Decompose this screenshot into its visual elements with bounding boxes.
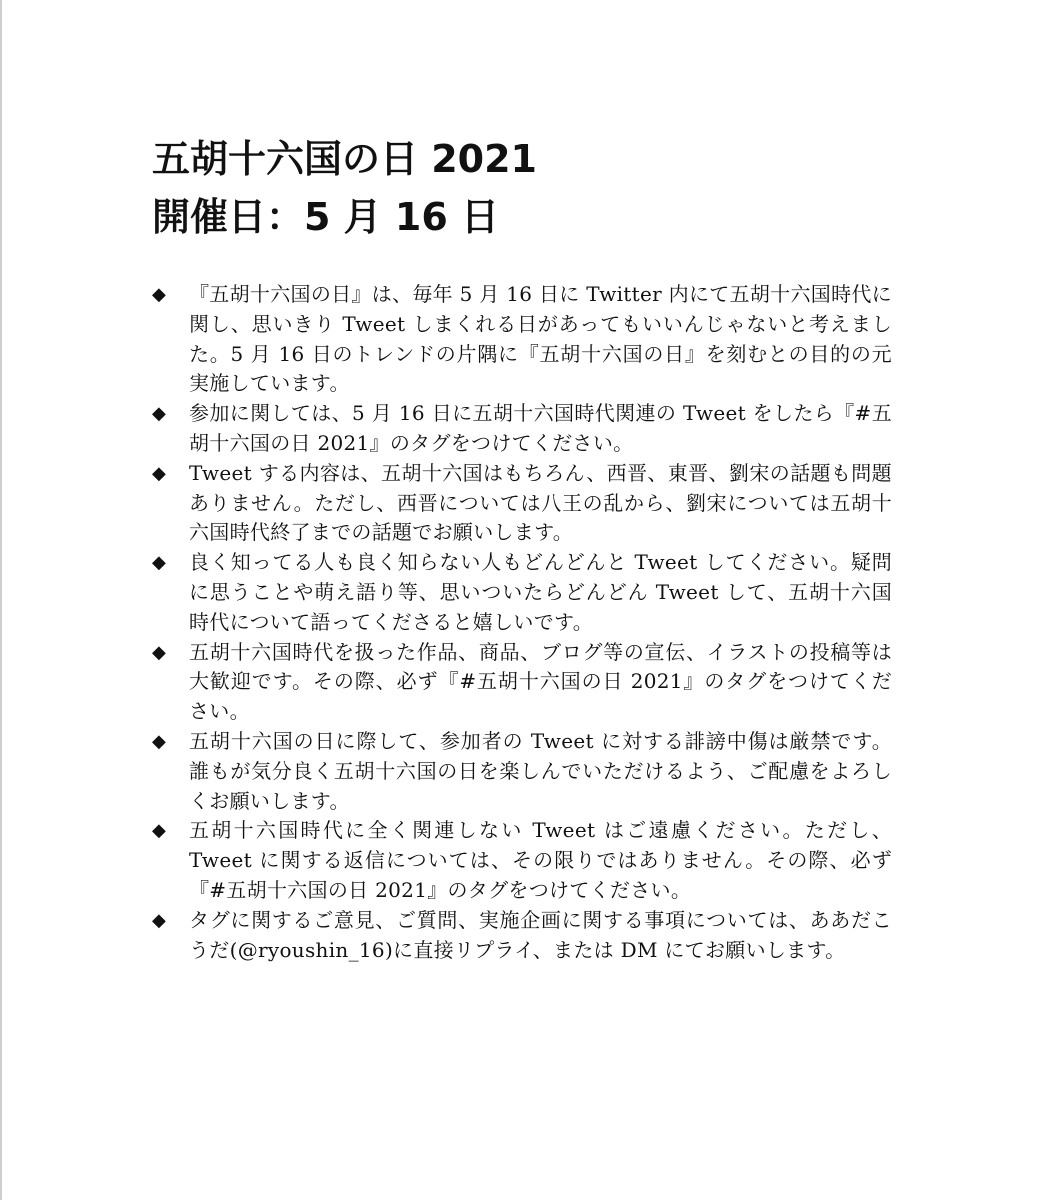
event-date: 開催日：5 月 16 日 bbox=[152, 195, 500, 239]
diamond-bullet-icon: ◆ bbox=[152, 820, 167, 842]
list-item bbox=[152, 816, 892, 905]
list-item bbox=[152, 548, 892, 637]
list-item-text: 『五胡十六国の日』は、毎年 5 月 16 日に Twitter 内にて五胡十六国時代に関し、思いきり Tweet しまくれる日があってもいいんじゃないと考えました。5 月 16 日のトレンドの片隅に『五胡十六国の日』を刻むとの目的の元実施しています。 bbox=[189, 282, 892, 396]
list-item bbox=[152, 399, 892, 459]
list-item bbox=[152, 906, 892, 966]
diamond-bullet-icon: ◆ bbox=[152, 403, 167, 425]
diamond-bullet-icon: ◆ bbox=[152, 284, 167, 305]
list-item-text: タグに関するご意見、ご質問、実施企画に関する事項については、ああだこうだ(@ryoushin_16)に直接リプライ、または DM にてお願いします。 bbox=[189, 907, 892, 962]
notes-list bbox=[152, 280, 892, 965]
list-item-text: Tweet する内容は、五胡十六国はもちろん、西晋、東晋、劉宋の話題も問題ありません。ただし、西晋については八王の乱から、劉宋については五胡十六国時代終了までの話題でお願いします。 bbox=[189, 460, 892, 545]
list-item-text: 参加に関しては、5 月 16 日に五胡十六国時代関連の Tweet をしたら『#五胡十六国の日 2021』のタグをつけてください。 bbox=[189, 401, 892, 455]
list-item-text: 五胡十六国の日に際して、参加者の Tweet に対する誹謗中傷は厳禁です。誰もが気分良く五胡十六国の日を楽しんでいただけるよう、ご配慮をよろしくお願いします。 bbox=[189, 728, 892, 813]
title-block bbox=[152, 130, 912, 246]
diamond-bullet-icon: ◆ bbox=[152, 552, 167, 574]
diamond-bullet-icon: ◆ bbox=[152, 641, 167, 663]
list-item bbox=[152, 280, 892, 399]
diamond-bullet-icon: ◆ bbox=[152, 909, 167, 931]
list-item-text: 五胡十六国時代を扱った作品、商品、ブログ等の宣伝、イラストの投稿等は大歓迎です。その際、必ず『#五胡十六国の日 2021』のタグをつけてください。 bbox=[189, 639, 892, 724]
list-item bbox=[152, 459, 892, 548]
list-item bbox=[152, 727, 892, 816]
page-title: 五胡十六国の日 2021 bbox=[152, 137, 537, 181]
diamond-bullet-icon: ◆ bbox=[152, 730, 167, 752]
list-item bbox=[152, 638, 892, 727]
list-item-text: 良く知ってる人も良く知らない人もどんどんと Tweet してください。疑問に思うことや萌え語り等、思いついたらどんどん Tweet して、五胡十六国時代について語ってくださると嬉しいです。 bbox=[189, 550, 892, 634]
diamond-bullet-icon: ◆ bbox=[152, 462, 167, 484]
list-item-text: 五胡十六国時代に全く関連しない Tweet はご遠慮ください。ただし、Tweet に関する返信については、その限りではありません。その際、必ず 『#五胡十六国の日 2021』のタグをつけてください。 bbox=[189, 818, 892, 902]
